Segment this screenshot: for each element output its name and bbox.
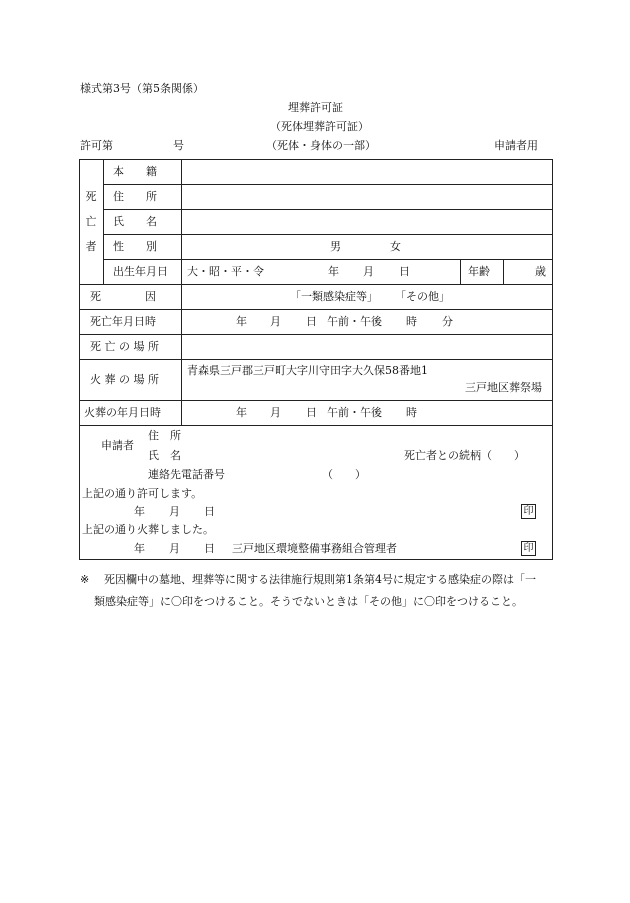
cremation-ampm: 午前・午後 [327, 406, 382, 419]
sex-female: 女 [390, 240, 401, 253]
document-title: 埋葬許可証 [288, 101, 343, 114]
cremation-month-unit: 月 [270, 406, 281, 419]
form-label: 様式第3号（第5条関係） [80, 82, 204, 95]
cause-label: 死 因 [90, 290, 156, 303]
birthdate-label: 出生年月日 [113, 265, 168, 278]
age-label: 年齢 [468, 265, 490, 278]
cremation-datetime-label: 火葬の年月日時 [84, 406, 161, 419]
applicant-relation: 死亡者との続柄（ ） [404, 449, 525, 462]
sex-male: 男 [330, 240, 341, 253]
note-mark: ※ [80, 573, 90, 586]
era-options: 大・昭・平・令 [187, 265, 264, 278]
approval-seal: 印 [521, 504, 536, 519]
applicant-phone-paren: （ ） [322, 468, 366, 481]
cause-option-infectious: 「一類感染症等」 [290, 290, 378, 303]
permit-number-prefix: 許可第 [80, 139, 113, 152]
applicant-name-label: 氏 名 [148, 449, 181, 462]
cremation-done-seal: 印 [521, 541, 536, 556]
cremation-address: 青森県三戸郡三戸町大字川守田字大久保58番地1 [187, 364, 428, 377]
honseki-label: 本 籍 [113, 165, 157, 178]
approval-month-unit: 月 [169, 505, 180, 518]
sex-label: 性 別 [113, 240, 157, 253]
death-ampm: 午前・午後 [327, 315, 382, 328]
applicant-phone-label: 連絡先電話番号 [148, 468, 225, 481]
death-datetime-label: 死亡年月日時 [90, 315, 156, 328]
age-unit: 歳 [535, 265, 546, 278]
death-day-unit: 日 [306, 315, 317, 328]
approval-day-unit: 日 [204, 505, 215, 518]
address-label: 住 所 [113, 190, 157, 203]
copy-label: 申請者用 [494, 139, 538, 152]
cremation-year-unit: 年 [236, 406, 247, 419]
birth-year-unit: 年 [328, 265, 339, 278]
cause-option-other: 「その他」 [395, 290, 450, 303]
applicant-label: 申請者 [101, 439, 134, 452]
deceased-group-label: 死 亡 者 [85, 190, 97, 253]
cremation-done-month-unit: 月 [169, 542, 180, 555]
cremation-day-unit: 日 [306, 406, 317, 419]
death-month-unit: 月 [270, 315, 281, 328]
permit-category: （死体・身体の一部） [266, 139, 376, 152]
cremation-facility: 三戸地区葬祭場 [465, 381, 542, 394]
death-hour-unit: 時 [406, 315, 417, 328]
note-line-1: 死因欄中の墓地、埋葬等に関する法律施行規則第1条第4号に規定する感染症の際は「一 [104, 573, 536, 586]
cremation-done-signer: 三戸地区環境整備事務組合管理者 [232, 542, 397, 555]
cremation-done-statement: 上記の通り火葬しました。 [82, 523, 214, 536]
death-year-unit: 年 [236, 315, 247, 328]
cremation-done-day-unit: 日 [204, 542, 215, 555]
cremation-place-label: 火 葬 の 場 所 [90, 373, 159, 386]
birth-month-unit: 月 [363, 265, 374, 278]
birth-day-unit: 日 [399, 265, 410, 278]
cremation-done-year-unit: 年 [134, 542, 145, 555]
cremation-hour-unit: 時 [406, 406, 417, 419]
document-subtitle: （死体埋葬許可証） [270, 120, 369, 133]
death-place-label: 死 亡 の 場 所 [90, 340, 159, 353]
approval-statement: 上記の通り許可します。 [82, 487, 203, 500]
note-line-2: 類感染症等」に〇印をつけること。そうでないときは「その他」に〇印をつけること。 [94, 595, 523, 608]
permit-number-suffix: 号 [173, 139, 184, 152]
approval-year-unit: 年 [134, 505, 145, 518]
death-minute-unit: 分 [442, 315, 453, 328]
name-label: 氏 名 [113, 215, 157, 228]
applicant-address-label: 住 所 [148, 429, 181, 442]
